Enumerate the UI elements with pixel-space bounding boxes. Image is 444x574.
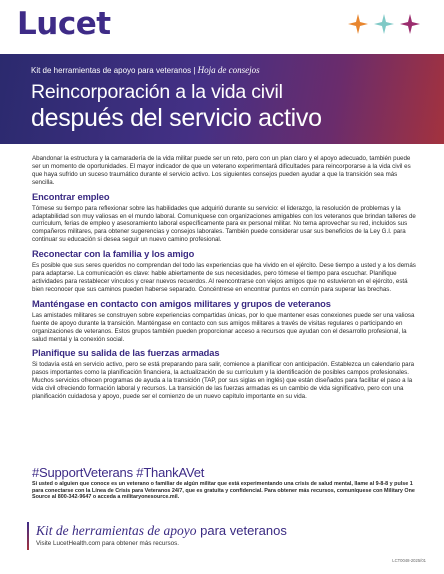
section-heading-familia: Reconectar con la familia y los amigo	[32, 249, 195, 260]
section-text-salida: Si todavía está en servicio activo, pero se está preparando para salir, comience a planificar con anticipación. Establezca un calendario para pasos importantes como la planificación financiera, la actualización de su currículum y la identificación de posibles campos profesionales. Muchos servicios ofrecen programas de ayuda a la transición (TAP, por sus siglas en inglés) que están diseñados para facilitar el paso a la vida civil ofreciendo formación laboral y recursos. La transición de las fuerzas armadas es un cambio de vida significativo, pero con una planificación cuidadosa y apoyo, puede ser el comienzo de un nuevo capítulo importante en su vida.	[32, 361, 415, 401]
crisis-notice: Si usted o alguien que conoce es un veterano o familiar de algún militar que está experimentando una crisis de salud mental, llame al 9-8-8 y pulse 1 para conectarse con la Línea de Crisis para Veteranos 24/7, que es gratuita y confidencial. Para obtener más recursos, comuníquese con Military One Source al 800-342-9647 o acceda a militaryonesource.mil.	[32, 481, 415, 501]
footer-title	[36, 523, 287, 539]
footer-subtitle: Visite LucetHealth.com para obtener más recursos.	[36, 540, 180, 547]
decorative-stars	[348, 14, 420, 34]
star-magenta-icon	[400, 14, 420, 34]
hashtags: #SupportVeterans #ThankAVet	[32, 465, 205, 480]
star-orange-icon	[348, 14, 368, 34]
header-top	[0, 0, 444, 54]
footer	[0, 518, 444, 574]
footer-title-rest: para veteranos	[200, 523, 287, 538]
section-text-empleo: Tómese su tiempo para reflexionar sobre las habilidades que adquirió durante su servicio: el liderazgo, la resolución de problemas y la adaptabilidad son muy valiosas en el mundo laboral. Comuníquese con organizaciones amigables con los veteranos que brindan talleres de currículum, ferias de empleo y asesoramiento laboral específicamente para ex personal militar. No tema aprovechar su red, incluidos sus compañeros militares, para obtener sugerencias y consejos laborales. También puede considerar usar sus beneficios de la Ley G.I. para continuar su educación si desea seguir un nuevo camino profesional.	[32, 204, 416, 244]
page-title-line1: Reincorporación a la vida civil	[31, 81, 283, 103]
kicker-italic: Hoja de consejos	[197, 65, 260, 75]
section-heading-salida: Planifique su salida de las fuerzas armadas	[32, 348, 220, 359]
intro-paragraph: Abandonar la estructura y la camaradería de la vida militar puede ser un reto, pero con un plan claro y el apoyo adecuado, también puede ser un momento de oportunidades. El mayor indicador de que un veterano experimentará dificultades para reincorporarse a la vida civil es que haya sufrido un suceso traumático durante el servicio activo. Los siguientes consejos pueden ayudar a que la transición sea más sencilla.	[32, 155, 411, 186]
section-heading-contacto: Manténgase en contacto con amigos militares y grupos de veteranos	[32, 298, 331, 309]
document-code: LCT0048-2025/01	[392, 558, 426, 563]
banner-kicker	[31, 65, 260, 75]
page-title-line2: después del servicio activo	[31, 104, 322, 132]
section-text-familia: Es posible que sus seres queridos no comprendan del todo las experiencias que ha vivido en el ejército. Dese tiempo a usted y a los demás para adaptarse. La comunicación es clave: hable abiertamente de sus necesidades, pero tómese el tiempo para escuchar. Planifique actividades para restablecer vínculos y crear nuevos recuerdos. Al reencontrarse con viejos amigos que no estuvieron en el ejército, está bien reconocer que sus caminos pueden haberse separado. Concéntrese en encontrar puntos en común para superar las brechas.	[32, 262, 416, 293]
section-text-contacto: Las amistades militares se construyen sobre experiencias compartidas únicas, por lo que mantener esas conexiones puede ser una valiosa fuente de apoyo durante la transición. Manténgase en contacto con sus amigos militares a través de visitas regulares o participando en organizaciones de veteranos. Estos grupos también pueden proporcionar acceso a recursos que ayudan con el desarrollo profesional, la salud mental y la conexión social.	[32, 311, 415, 343]
footer-accent-bar	[27, 522, 29, 550]
section-heading-empleo: Encontrar empleo	[32, 191, 110, 202]
footer-title-italic: Kit de herramientas de apoyo	[36, 523, 197, 538]
lucet-logo: Lucet	[17, 6, 111, 42]
kicker-text: Kit de herramientas de apoyo para veteranos |	[31, 66, 196, 75]
star-teal-icon	[374, 14, 394, 34]
article-body	[32, 155, 416, 406]
title-banner	[0, 54, 444, 144]
